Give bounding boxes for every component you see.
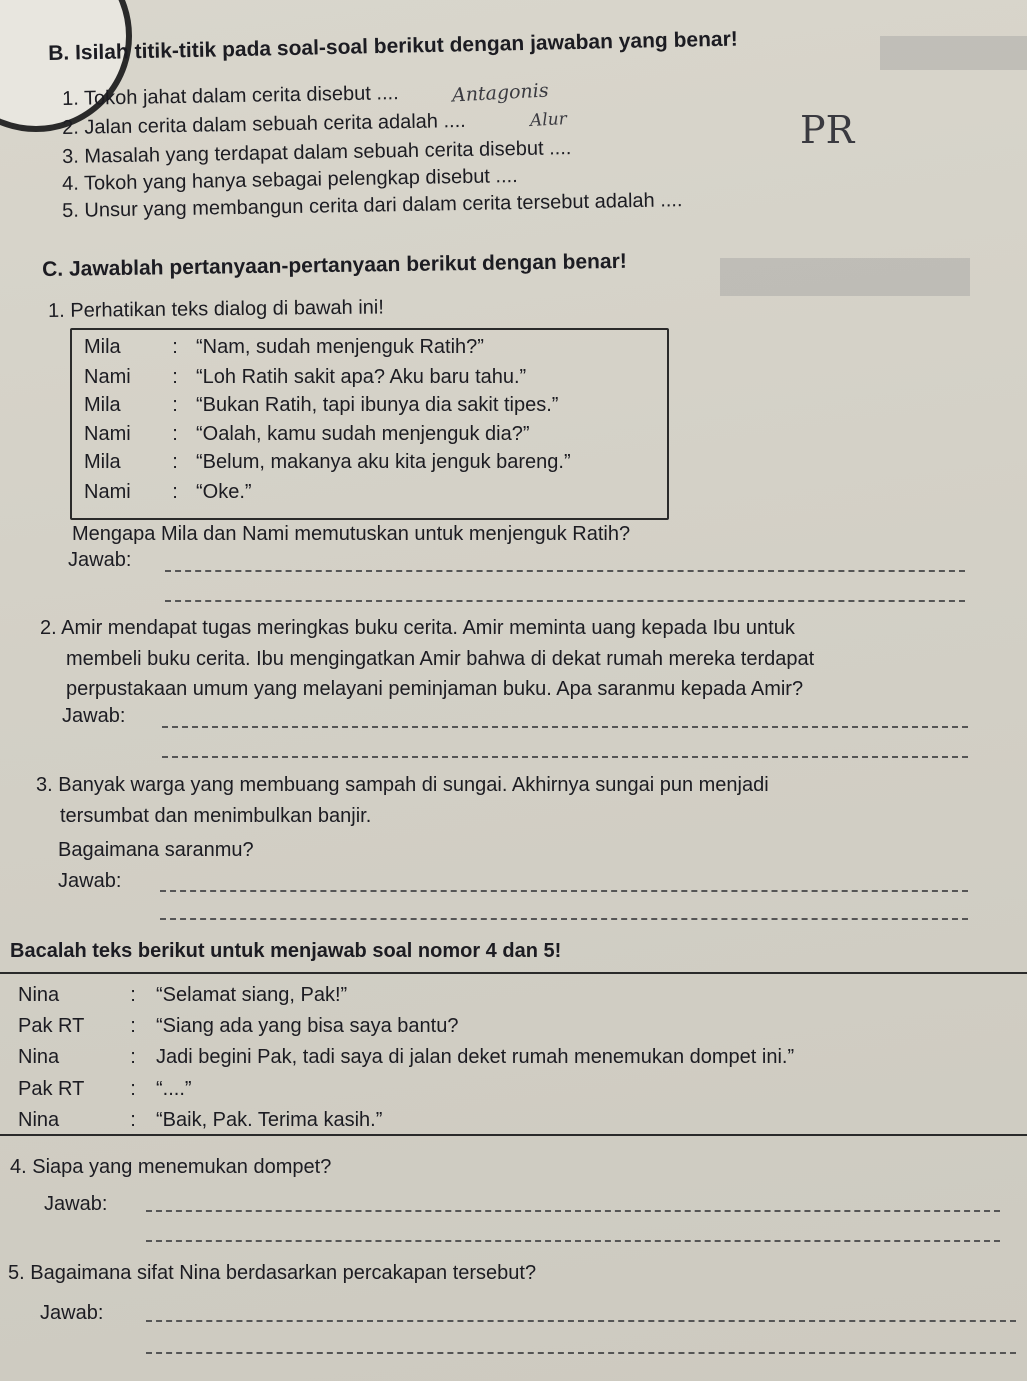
section-b-item-1: 1. Tokoh jahat dalam cerita disebut .... — [62, 82, 399, 110]
question-2-line-2: membeli buku cerita. Ibu mengingatkan Amir bahwa di dekat rumah mereka terdapat — [66, 648, 815, 670]
dialog-1-row: Nami : “Oke.” — [84, 481, 252, 503]
jawab-label-4: Jawab: — [44, 1193, 108, 1215]
section-c-heading: C. Jawablah pertanyaan-pertanyaan berikut dengan benar! — [42, 249, 627, 281]
answer-line-5b[interactable] — [146, 1352, 1016, 1354]
dialog-2-row: Nina : Jadi begini Pak, tadi saya di jalan deket rumah menemukan dompet ini.” — [18, 1046, 795, 1068]
answer-line-2b[interactable] — [162, 756, 968, 758]
question-3-line-2: tersumbat dan menimbulkan banjir. — [60, 805, 372, 827]
question-2-line-1: 2. Amir mendapat tugas meringkas buku cerita. Amir meminta uang kepada Ibu untuk — [40, 617, 795, 639]
question-1-text: Mengapa Mila dan Nami memutuskan untuk menjenguk Ratih? — [72, 523, 631, 545]
answer-line-1b[interactable] — [165, 600, 965, 602]
dialog-1-row: Mila : “Nam, sudah menjenguk Ratih?” — [84, 336, 484, 358]
answer-line-4a[interactable] — [146, 1210, 1000, 1212]
shadow-band — [720, 258, 970, 296]
answer-line-5a[interactable] — [146, 1320, 1016, 1322]
handwritten-answer-1: Antagonis — [451, 79, 550, 107]
handwritten-mark-pr: PR — [800, 108, 855, 152]
question-4-text: 4. Siapa yang menemukan dompet? — [10, 1156, 332, 1178]
handwritten-answer-2: Alur — [529, 109, 568, 131]
answer-line-2a[interactable] — [162, 726, 968, 728]
dialog-2-row: Pak RT : “Siang ada yang bisa saya bantu? — [18, 1015, 459, 1037]
dialog-1-row: Nami : “Loh Ratih sakit apa? Aku baru tahu.” — [84, 366, 527, 388]
section-b-item-2: 2. Jalan cerita dalam sebuah cerita adalah .... — [62, 109, 466, 139]
question-2-line-3: perpustakaan umum yang melayani peminjaman buku. Apa saranmu kepada Amir? — [66, 678, 804, 700]
question-5-text: 5. Bagaimana sifat Nina berdasarkan percakapan tersebut? — [8, 1262, 537, 1284]
question-3-prompt: Bagaimana saranmu? — [58, 839, 254, 861]
jawab-label-5: Jawab: — [40, 1302, 104, 1324]
jawab-label-1: Jawab: — [68, 549, 132, 571]
dialog-2-row: Pak RT : “....” — [18, 1078, 192, 1100]
question-3-line-1: 3. Banyak warga yang membuang sampah di sungai. Akhirnya sungai pun menjadi — [36, 774, 769, 796]
answer-line-4b[interactable] — [146, 1240, 1000, 1242]
question-1-intro: 1. Perhatikan teks dialog di bawah ini! — [48, 296, 384, 322]
section-b-heading: B. Isilah titik-titik pada soal-soal berikut dengan jawaban yang benar! — [48, 27, 738, 65]
dialog-1-row: Nami : “Oalah, kamu sudah menjenguk dia?” — [84, 423, 530, 445]
section-b-item-5: 5. Unsur yang membangun cerita dari dalam cerita tersebut adalah .... — [62, 189, 683, 222]
jawab-label-3: Jawab: — [58, 870, 122, 892]
jawab-label-2: Jawab: — [62, 705, 126, 727]
section-b-item-4: 4. Tokoh yang hanya sebagai pelengkap disebut .... — [62, 165, 518, 195]
answer-line-1a[interactable] — [165, 570, 965, 572]
dialog-1-row: Mila : “Belum, makanya aku kita jenguk bareng.” — [84, 451, 571, 473]
answer-line-3a[interactable] — [160, 890, 968, 892]
shadow-band — [880, 36, 1027, 70]
binder-ring-decoration — [0, 0, 132, 132]
dialog-box-1 — [70, 328, 669, 520]
dialog-1-row: Mila : “Bukan Ratih, tapi ibunya dia sakit tipes.” — [84, 394, 559, 416]
dialog-2-row: Nina : “Baik, Pak. Terima kasih.” — [18, 1109, 383, 1131]
dialog-2-row: Nina : “Selamat siang, Pak!” — [18, 984, 348, 1006]
dialog-box-2 — [0, 972, 1027, 1136]
answer-line-3b[interactable] — [160, 918, 968, 920]
read-instruction: Bacalah teks berikut untuk menjawab soal nomor 4 dan 5! — [10, 940, 562, 962]
section-b-item-3: 3. Masalah yang terdapat dalam sebuah cerita disebut .... — [62, 137, 572, 168]
